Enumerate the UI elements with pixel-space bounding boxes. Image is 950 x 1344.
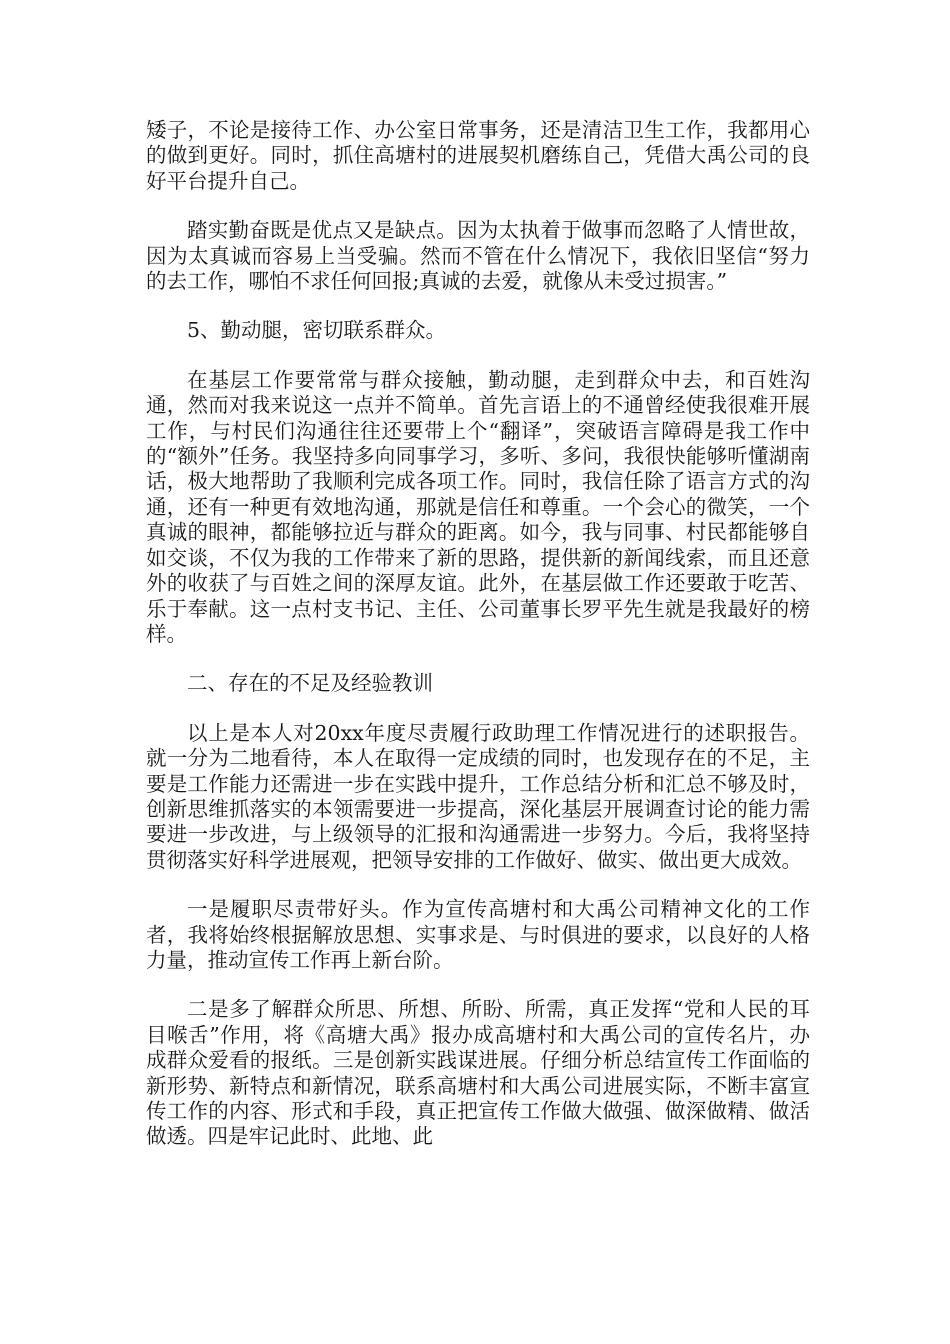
section-heading-shortcomings: 二、存在的不足及经验教训 xyxy=(187,671,433,696)
paragraph-grassroots-work: 在基层工作要常常与群众接触，勤动腿，走到群众中去，和百姓沟通，然而对我来说这一点并不简单。首先言语上的不通曾经使我很难开展工作，与村民们沟通往往还要带上个“翻译”，突破语言障碍是我工作中的“额外”任务。我坚持多向同事学习，多听、多问，我很快能够听懂湖南话，极大地帮助了我顺利完成各项工作。同时，我信任除了语言方式的沟通，还有一种更有效地沟通，那就是信任和尊重。一个会心的微笑，一个真诚的眼神，都能够拉近与群众的距离。如今，我与同事、村民都能够自如交谈，不仅为我的工作带来了新的思路，提供新的新闻线索，而且还意外的收获了与百姓之间的深厚友谊。此外，在基层做工作还要敢于吃苦、乐于奉献。这一点村支书记、主任、公司董事长罗平先生就是我最好的榜样。 xyxy=(146,367,810,646)
document-body xyxy=(146,118,810,1174)
paragraph-diligence: 踏实勤奋既是优点又是缺点。因为太执着于做事而忽略了人情世故，因为太真诚而容易上当受骗。然而不管在什么情况下，我依旧坚信“努力的去工作，哪怕不求任何回报;真诚的去爱，就像从未受过损害。” xyxy=(146,218,810,294)
paragraph-understand-masses: 二是多了解群众所思、所想、所盼、所需，真正发挥“党和人民的耳目喉舌”作用，将《高塘大禹》报办成高塘村和大禹公司的宣传名片，办成群众爱看的报纸。三是创新实践谋进展。仔细分析总结宣传工作面临的新形势、新特点和新情况，联系高塘村和大禹公司进展实际，不断丰富宣传工作的内容、形式和手段，真正把宣传工作做大做强、做深做精、做活做透。四是牢记此时、此地、此 xyxy=(146,997,810,1149)
paragraph-report-summary: 以上是本人对20xx年度尽责履行政助理工作情况进行的述职报告。就一分为二地看待，本人在取得一定成绩的同时，也发现存在的不足，主要是工作能力还需进一步在实践中提升，工作总结分析和汇总不够及时，创新思维抓落实的本领需要进一步提高，深化基层开展调查讨论的能力需要进一步改进，与上级领导的汇报和沟通需进一步努力。今后，我将坚持贯彻落实好科学进展观，把领导安排的工作做好、做实、做出更大成效。 xyxy=(146,720,810,872)
section-heading-5: 5、勤动腿，密切联系群众。 xyxy=(187,318,447,343)
paragraph-continued: 矮子，不论是接待工作、办公室日常事务，还是清洁卫生工作，我都用心的做到更好。同时，抓住高塘村的进展契机磨练自己，凭借大禹公司的良好平台提升自己。 xyxy=(146,118,810,193)
paragraph-duty: 一是履职尽责带好头。作为宣传高塘村和大禹公司精神文化的工作者，我将始终根据解放思想、实事求是、与时俱进的要求，以良好的人格力量，推动宣传工作再上新台阶。 xyxy=(146,897,810,972)
